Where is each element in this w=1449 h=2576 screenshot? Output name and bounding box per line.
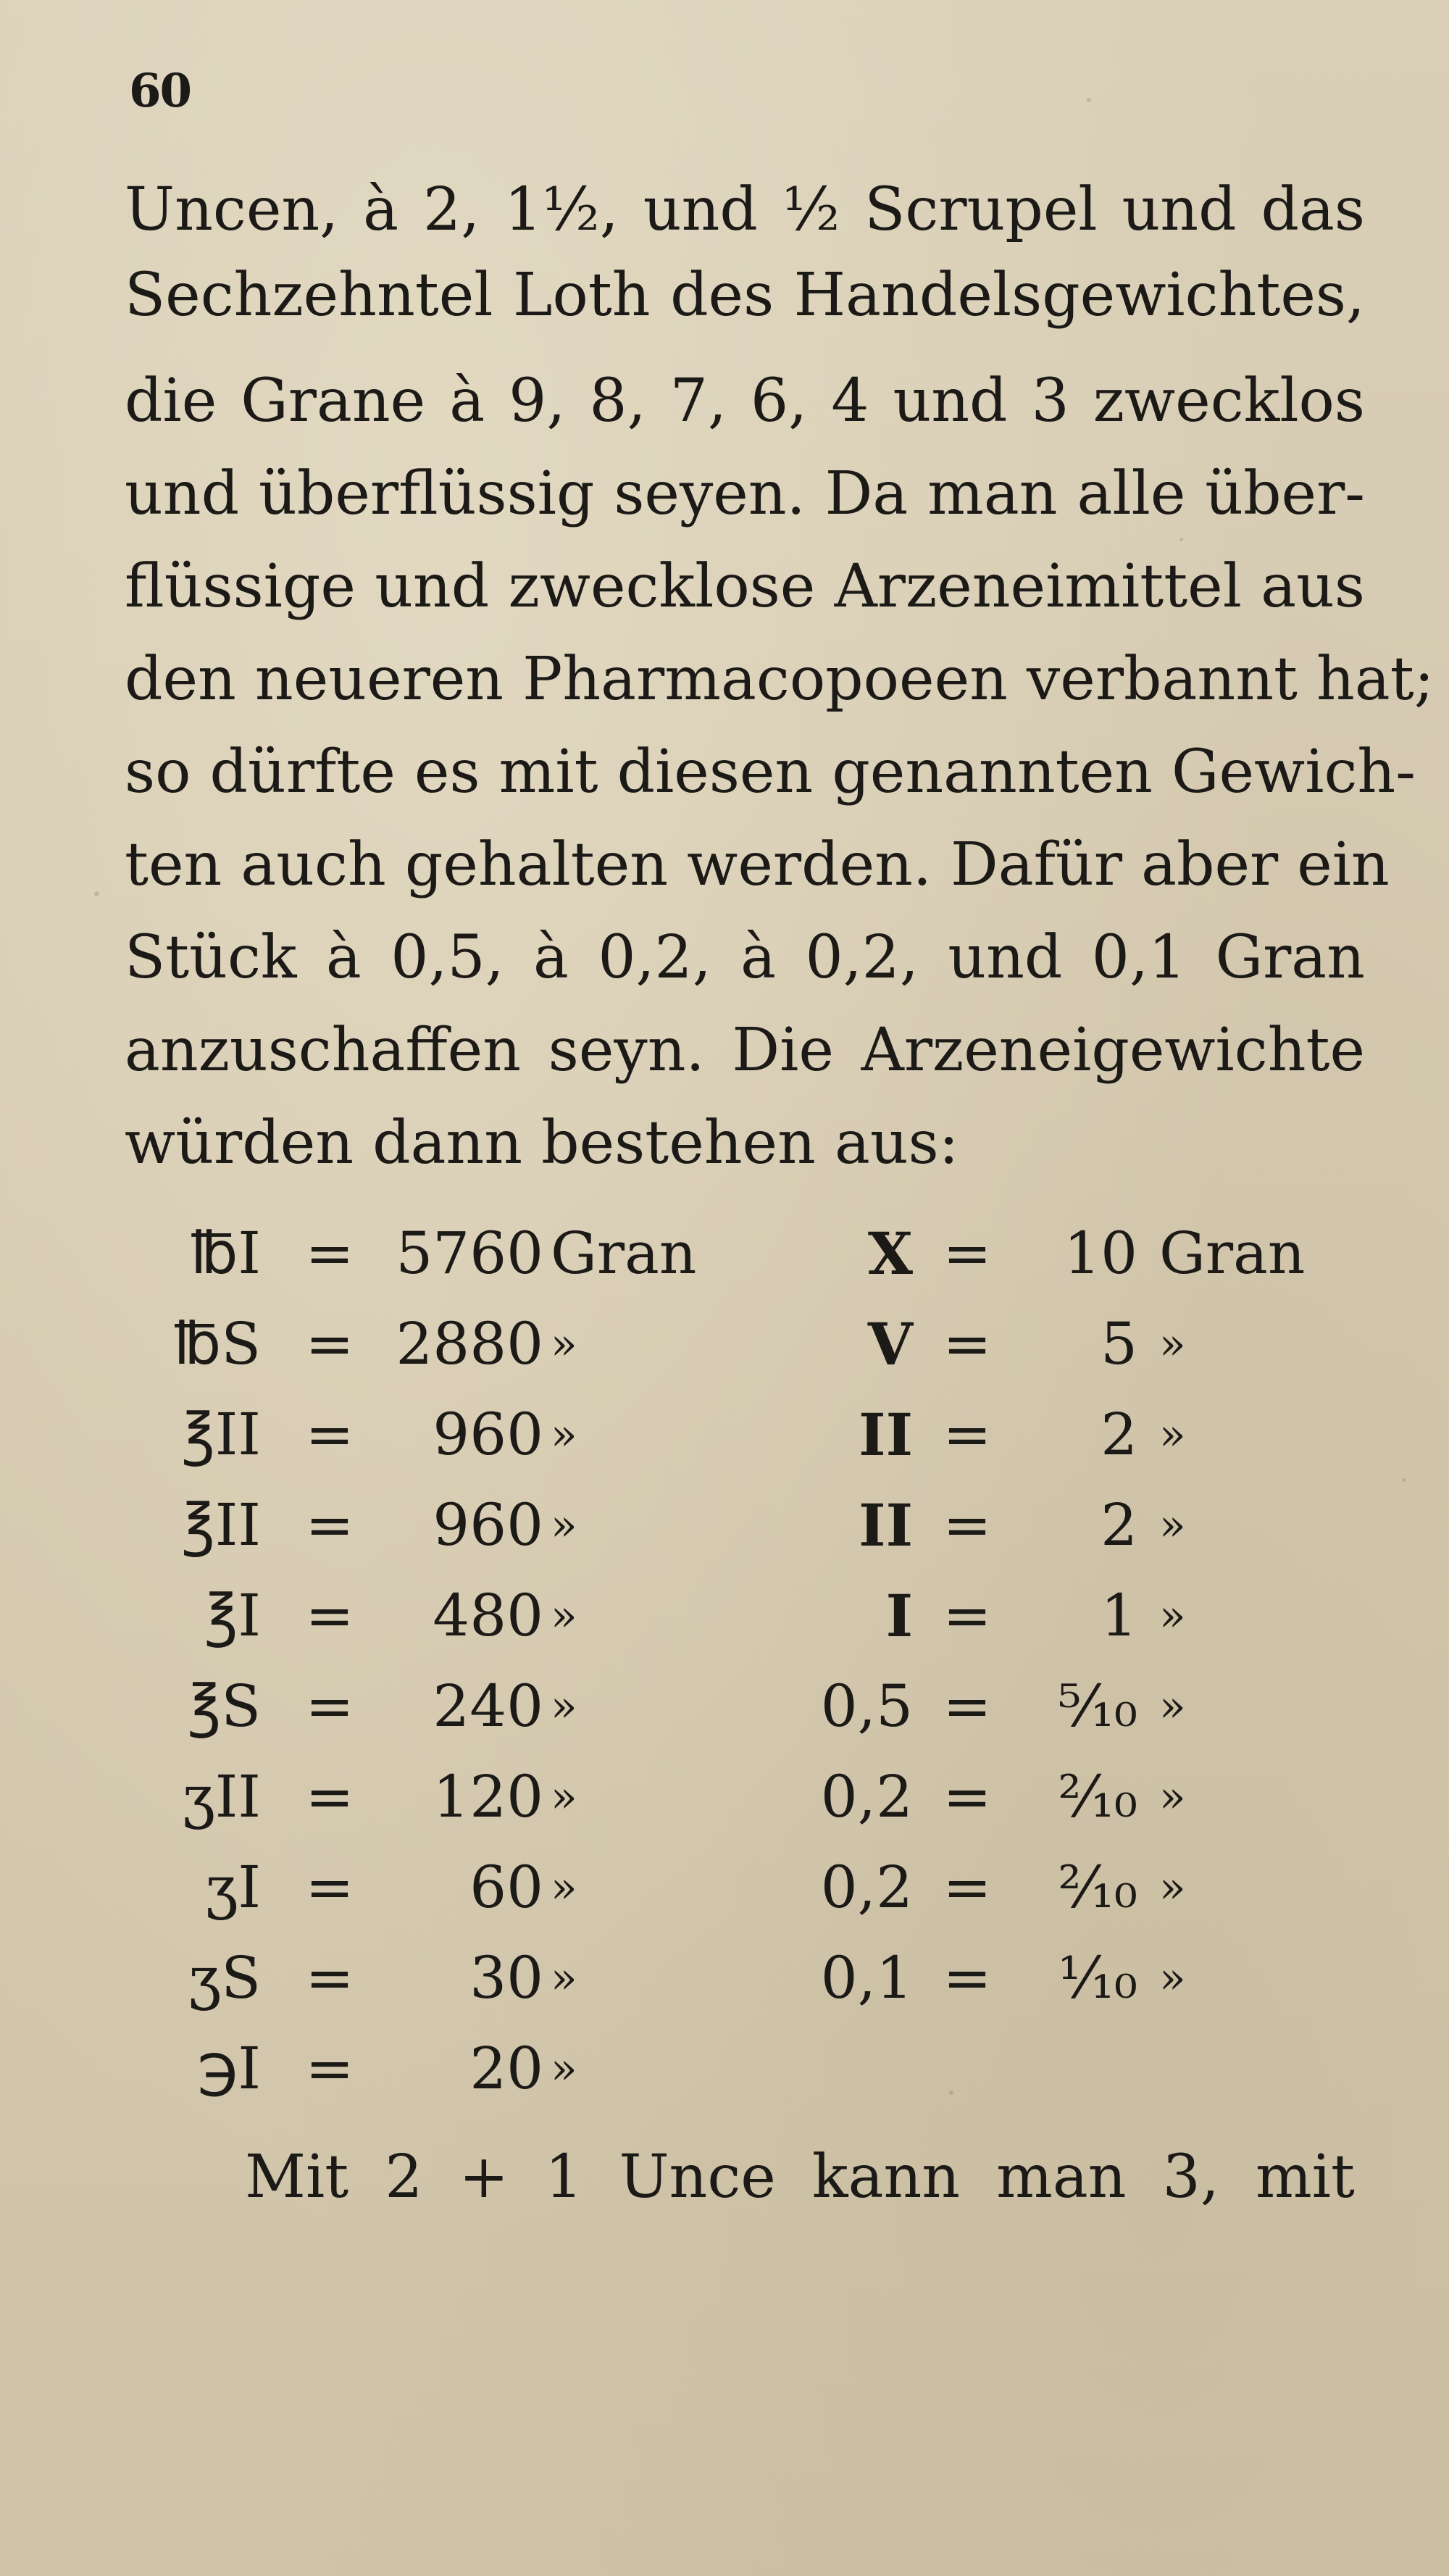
weight-symbol: I: [885, 1582, 913, 1650]
equals-sign: =: [305, 2035, 354, 2102]
weight-symbol: II: [859, 1401, 913, 1469]
weight-symbol: II: [859, 1491, 913, 1559]
equals-sign: =: [943, 1491, 992, 1559]
grain-value: 60: [469, 1854, 543, 1921]
grain-value: 960: [433, 1491, 543, 1559]
unit-label: Gran: [1159, 1220, 1306, 1287]
fraction-value: ⁵⁄₁₀: [1058, 1672, 1137, 1740]
ditto-mark: »: [1159, 1409, 1186, 1460]
ditto-mark: »: [1159, 1862, 1186, 1913]
weight-symbol: 0,2: [820, 1854, 913, 1921]
equals-sign: =: [943, 1220, 992, 1287]
paragraph-line: Uncen, à 2, 1½, und ½ Scrupel und das: [125, 175, 1365, 244]
ditto-mark: »: [551, 1500, 577, 1551]
weight-symbol: ʒI: [205, 1854, 261, 1921]
grain-value: 2: [1101, 1401, 1137, 1468]
equals-sign: =: [305, 1220, 354, 1287]
grain-value: 30: [469, 1944, 543, 2012]
table-row: [0, 1938, 1449, 2018]
weight-symbol: ʒII: [182, 1763, 261, 1830]
fraction-value: ²⁄₁₀: [1058, 1854, 1137, 1921]
weight-symbol: ℥II: [181, 1491, 261, 1559]
ditto-mark: »: [551, 1862, 577, 1913]
equals-sign: =: [305, 1310, 354, 1377]
weight-symbol: ℥II: [181, 1401, 261, 1468]
weight-symbol: X: [867, 1220, 913, 1288]
ditto-mark: »: [551, 2043, 577, 2094]
equals-sign: =: [943, 1401, 992, 1468]
unit-label: Gran: [551, 1220, 697, 1287]
grain-value: 5760: [396, 1220, 543, 1287]
table-row: [0, 1485, 1449, 1565]
ditto-mark: »: [551, 1772, 577, 1822]
page-number: 60: [129, 64, 191, 118]
paragraph-line: anzuschaffen seyn. Die Arzeneigewichte: [125, 1016, 1365, 1085]
table-row: [0, 1848, 1449, 1927]
equals-sign: =: [305, 1944, 354, 2012]
grain-value: 2: [1101, 1491, 1137, 1559]
paragraph-line: so dürfte es mit diesen genannten Gewich-: [125, 738, 1416, 806]
paper-speck: [1179, 538, 1183, 541]
paragraph-line: und überflüssig seyen. Da man alle über-: [125, 459, 1365, 528]
ditto-mark: »: [551, 1319, 577, 1370]
paragraph-line: den neueren Pharmacopoeen verbannt hat;: [125, 645, 1435, 714]
weight-symbol: V: [867, 1310, 913, 1378]
grain-value: 5: [1101, 1310, 1137, 1377]
equals-sign: =: [305, 1672, 354, 1740]
paper-speck: [94, 891, 99, 896]
equals-sign: =: [943, 1854, 992, 1921]
equals-sign: =: [943, 1763, 992, 1830]
weight-symbol: ℈I: [197, 2035, 261, 2102]
table-row: [0, 1667, 1449, 1746]
grain-value: 480: [433, 1582, 543, 1649]
weight-symbol: ℥S: [187, 1672, 261, 1740]
table-row: [0, 1304, 1449, 1384]
weight-symbol: ℔I: [190, 1220, 261, 1287]
paragraph-line: Sechzehntel Loth des Handelsgewichtes,: [125, 261, 1365, 330]
equals-sign: =: [943, 1672, 992, 1740]
ditto-mark: »: [551, 1953, 577, 2004]
table-row: [0, 1576, 1449, 1656]
grain-value: 1: [1101, 1582, 1137, 1649]
equals-sign: =: [305, 1582, 354, 1649]
table-row: [0, 2029, 1449, 2109]
paper-speck: [1087, 98, 1091, 102]
paragraph-line: würden dann bestehen aus:: [125, 1109, 959, 1177]
grain-value: 10: [1064, 1220, 1137, 1287]
ditto-mark: »: [1159, 1500, 1186, 1551]
ditto-mark: »: [551, 1591, 577, 1641]
ditto-mark: »: [551, 1409, 577, 1460]
ditto-mark: »: [1159, 1319, 1186, 1370]
equals-sign: =: [305, 1763, 354, 1830]
ditto-mark: »: [1159, 1681, 1186, 1732]
paper-speck: [1402, 1478, 1406, 1482]
table-row: [0, 1757, 1449, 1837]
weight-symbol: 0,2: [820, 1763, 913, 1830]
table-row: [0, 1214, 1449, 1293]
grain-value: 960: [433, 1401, 543, 1468]
weight-symbol: 0,1: [820, 1944, 913, 2012]
ditto-mark: »: [1159, 1953, 1186, 2004]
weight-symbol: ℔S: [173, 1310, 261, 1377]
table-row: [0, 1395, 1449, 1475]
weight-symbol: ʒS: [188, 1944, 261, 2012]
ditto-mark: »: [1159, 1591, 1186, 1641]
ditto-mark: »: [1159, 1772, 1186, 1822]
paragraph-line: Stück à 0,5, à 0,2, à 0,2, und 0,1 Gran: [125, 923, 1365, 992]
equals-sign: =: [305, 1491, 354, 1559]
paragraph-line: flüssige und zwecklose Arzeneimittel aus: [125, 552, 1365, 621]
equals-sign: =: [305, 1854, 354, 1921]
ditto-mark: »: [551, 1681, 577, 1732]
weight-symbol: ℥I: [204, 1582, 261, 1649]
equals-sign: =: [943, 1310, 992, 1377]
fraction-value: ²⁄₁₀: [1058, 1763, 1137, 1830]
fraction-value: ¹⁄₁₀: [1058, 1944, 1137, 2012]
closing-line: Mit 2 + 1 Unce kann man 3, mit: [245, 2143, 1355, 2212]
grain-value: 2880: [396, 1310, 543, 1377]
equals-sign: =: [943, 1944, 992, 2012]
equals-sign: =: [305, 1401, 354, 1468]
grain-value: 120: [433, 1763, 543, 1830]
weight-symbol: 0,5: [820, 1672, 913, 1740]
equals-sign: =: [943, 1582, 992, 1649]
paragraph-line: ten auch gehalten werden. Dafür aber ein: [125, 830, 1390, 899]
grain-value: 240: [433, 1672, 543, 1740]
grain-value: 20: [469, 2035, 543, 2102]
paragraph-line: die Grane à 9, 8, 7, 6, 4 und 3 zwecklos: [125, 367, 1365, 435]
